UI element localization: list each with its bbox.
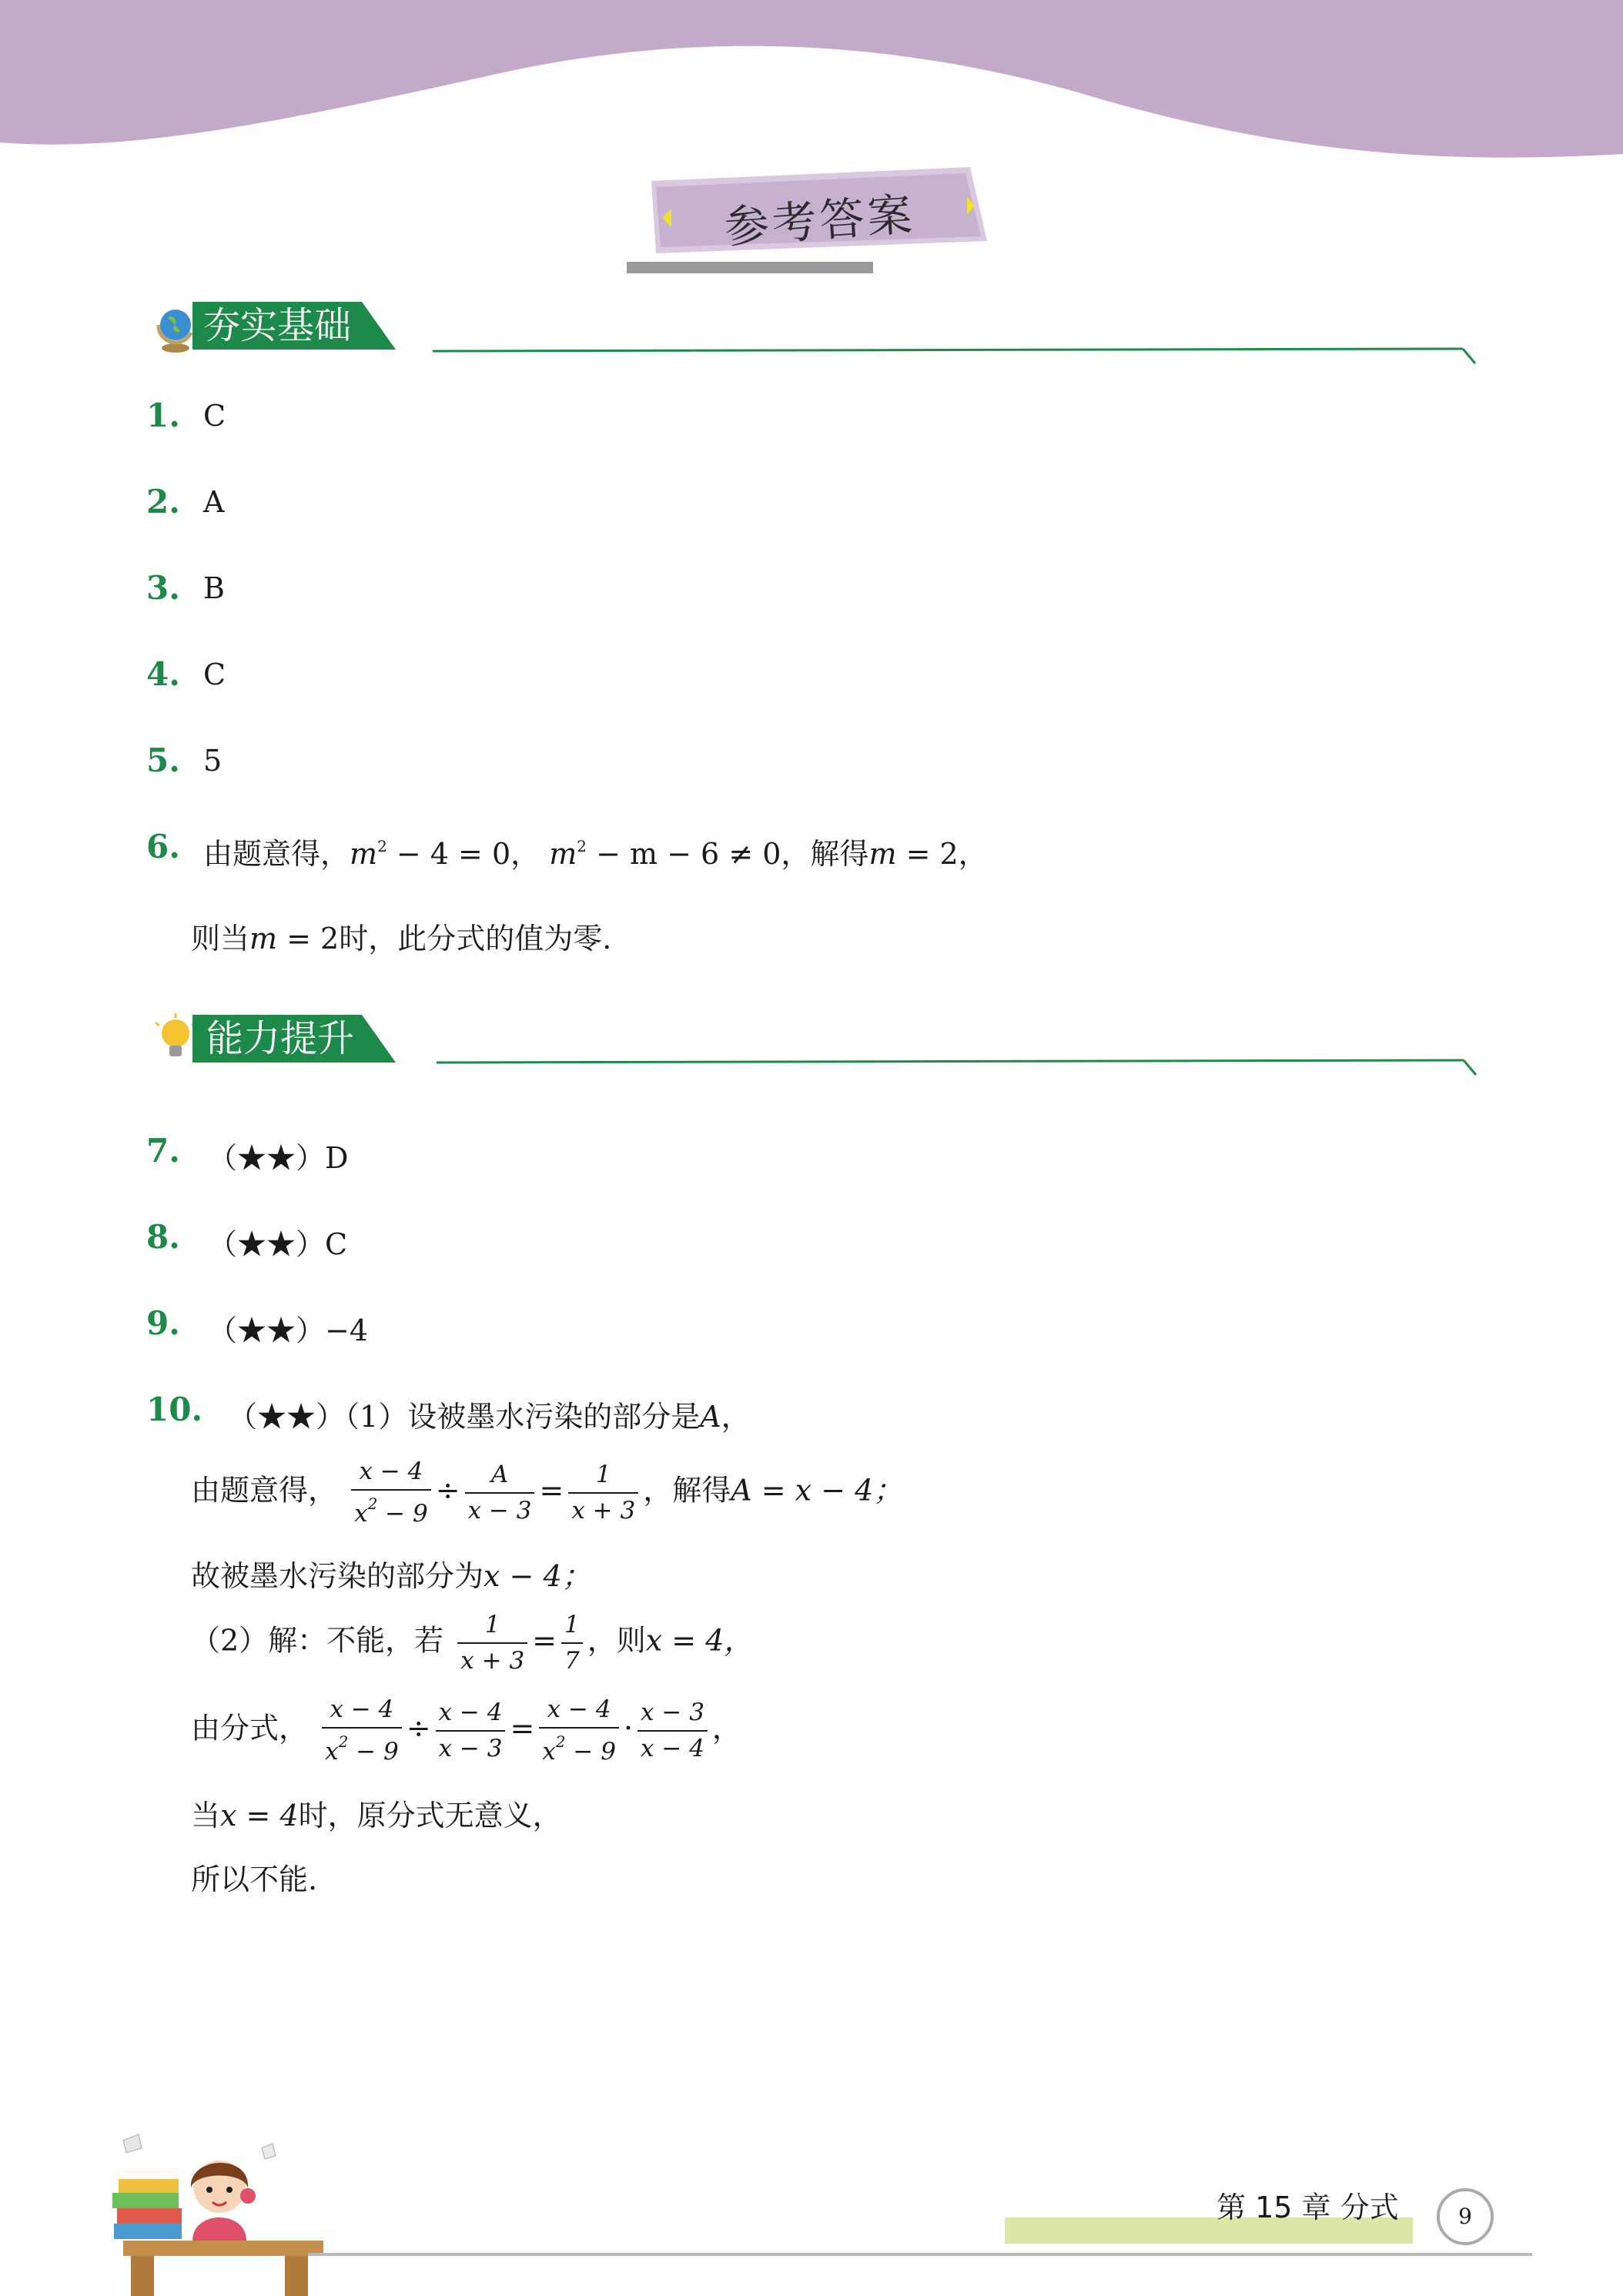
variable: A [700, 1400, 721, 1434]
answer-text: B [203, 571, 225, 605]
equation: x − 4； [484, 1559, 591, 1593]
text: ， [721, 1400, 751, 1434]
text: 由分式， [191, 1711, 309, 1745]
answer-text [208, 1134, 348, 1176]
denominator-rest: − 9 [565, 1738, 616, 1766]
question-number: 9. [146, 1304, 180, 1342]
text: （2）解：不能，若 [191, 1623, 444, 1658]
section-title-basic: 夯实基础 [203, 304, 352, 347]
variable: m [549, 837, 577, 871]
solution-line [191, 1460, 902, 1526]
question-number: 5. [146, 741, 180, 779]
text: 故被墨水污染的部分为 [191, 1559, 484, 1593]
solution-line [191, 1552, 591, 1595]
text: ， [711, 1711, 741, 1745]
fraction [539, 1695, 619, 1766]
text: 由题意得， [203, 837, 350, 871]
operator: = [532, 1623, 557, 1658]
solution-line [203, 830, 988, 872]
answer-text: C [203, 399, 226, 433]
difficulty-stars: （★★） [208, 1227, 326, 1261]
difficulty-stars: （★★） [228, 1400, 346, 1434]
fraction [457, 1613, 527, 1673]
numerator: x − 4 [438, 1699, 503, 1726]
solution-line [191, 915, 611, 957]
exponent: 2 [555, 1732, 566, 1751]
operator: = [539, 1473, 564, 1508]
question-number: 4. [146, 655, 180, 693]
question-number: 1. [146, 397, 180, 434]
numerator: x − 4 [359, 1458, 423, 1485]
fraction [436, 1701, 506, 1761]
variable: m [868, 837, 897, 871]
text: ，则 [587, 1623, 646, 1658]
numerator: x − 4 [547, 1695, 611, 1723]
denominator: x − 3 [436, 1730, 506, 1761]
answer: C [325, 1227, 348, 1261]
text: 由题意得， [191, 1473, 338, 1508]
page-title: 参考答案 [722, 188, 917, 254]
equation: − 4 = 0， [387, 837, 540, 871]
solution-line [191, 1613, 753, 1673]
answer: D [325, 1141, 349, 1175]
solution-line [191, 1695, 741, 1766]
solution-line [191, 1792, 562, 1834]
section-divider-basic [431, 345, 1478, 368]
variable: x [325, 1738, 339, 1766]
answer-text: A [203, 485, 225, 519]
text: （1）设被墨水污染的部分是 [345, 1400, 701, 1434]
equation: = x − 4； [751, 1473, 903, 1508]
question-number: 6. [146, 828, 180, 865]
text: 时，原分式无意义， [298, 1799, 562, 1832]
numerator: x − 4 [330, 1695, 394, 1723]
operator: = [510, 1711, 535, 1745]
equation: x = 4 [220, 1799, 299, 1832]
difficulty-stars: （★★） [208, 1141, 326, 1175]
denominator: x + 3 [457, 1642, 527, 1673]
section-title-advanced: 能力提升 [206, 1017, 355, 1060]
exponent: 2 [338, 1732, 349, 1751]
equation: x = 4， [645, 1623, 754, 1658]
exponent: 2 [577, 837, 587, 855]
exponent: 2 [367, 1494, 378, 1513]
denominator: x − 3 [465, 1492, 535, 1523]
answer-text [208, 1220, 347, 1263]
student-illustration [108, 2125, 331, 2296]
question-number: 8. [146, 1218, 180, 1256]
question-number: 7. [146, 1132, 180, 1170]
answer-text: 5 [203, 744, 223, 778]
fraction [561, 1613, 583, 1673]
variable: x [354, 1500, 368, 1528]
top-banner-wave [0, 0, 1623, 177]
fraction [637, 1701, 708, 1761]
question-number: 10. [146, 1391, 203, 1428]
fraction [351, 1460, 431, 1526]
text: 当 [191, 1799, 221, 1832]
difficulty-stars: （★★） [208, 1314, 326, 1347]
denominator-rest: − 9 [377, 1500, 428, 1528]
variable: m [249, 922, 278, 956]
operator: ÷ [406, 1711, 431, 1745]
numerator: x − 3 [641, 1699, 704, 1726]
numerator: A [490, 1461, 509, 1488]
solution-line [228, 1393, 751, 1435]
denominator: x − 4 [637, 1730, 708, 1761]
text: 时，此分式的值为零. [339, 922, 612, 956]
question-number: 2. [146, 483, 180, 520]
text: 所以不能. [191, 1863, 318, 1896]
denominator [322, 1727, 402, 1764]
equation: − m − 6 ≠ 0， [587, 837, 811, 871]
solution-line [191, 1856, 317, 1898]
text: ，解得 [643, 1473, 731, 1508]
denominator [539, 1727, 619, 1764]
text: 则当 [191, 922, 250, 956]
operator: ÷ [435, 1473, 460, 1508]
footer-rule [308, 2253, 1532, 2256]
section-divider-advanced [435, 1056, 1482, 1079]
numerator: 1 [595, 1461, 611, 1488]
denominator [351, 1489, 431, 1526]
fraction [568, 1463, 638, 1523]
chapter-label: 第 15 章 分式 [1216, 2191, 1399, 2224]
fraction [465, 1463, 535, 1523]
equation: = 2 [277, 922, 340, 956]
exponent: 2 [377, 837, 387, 855]
page-number: 9 [1437, 2188, 1494, 2245]
variable: m [350, 837, 378, 871]
variable: A [731, 1473, 752, 1508]
denominator: x + 3 [568, 1492, 638, 1523]
answer-text: C [203, 658, 226, 691]
variable: x [542, 1738, 556, 1766]
numerator: 1 [564, 1611, 580, 1638]
fraction [322, 1695, 402, 1766]
answer-text [208, 1307, 368, 1349]
text: 解得 [810, 837, 869, 871]
question-number: 3. [146, 569, 180, 607]
denominator: 7 [561, 1642, 583, 1673]
answer: −4 [325, 1314, 369, 1347]
operator: · [623, 1711, 634, 1745]
numerator: 1 [484, 1611, 500, 1638]
denominator-rest: − 9 [348, 1738, 399, 1766]
equation: = 2， [896, 837, 988, 871]
